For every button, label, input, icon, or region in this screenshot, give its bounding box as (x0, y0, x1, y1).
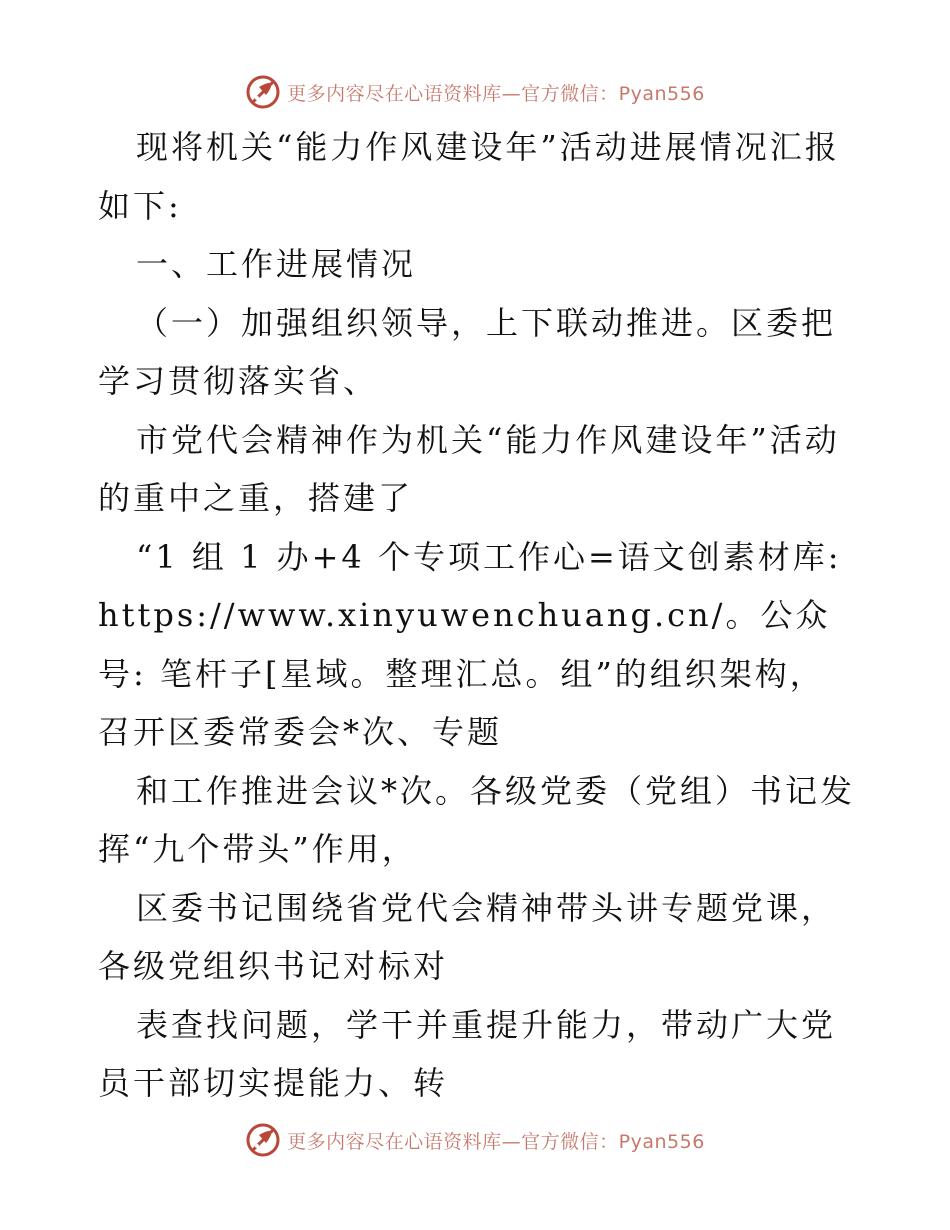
paragraph: 市党代会精神作为机关“能力作风建设年”活动的重中之重，搭建了 (98, 420, 840, 517)
paragraph: “1 组 1 办+4 个专项工作心=语文创素材库:https://www.xinyuwenchuang.cn/。公众号: 笔杆子[星域。整理汇总。组”的组织架构，召开区委常委会*次、专题 (98, 537, 842, 751)
section-heading: 一、工作进展情况 (136, 245, 417, 283)
paragraph: 区委书记围绕省党代会精神带头讲专题党课，各级党组织书记对标对 (98, 888, 837, 985)
quill-pen-icon (245, 74, 281, 110)
header-watermark-banner (0, 70, 950, 114)
watermark-text: 更多内容尽在心语资料库—官方微信：Pyan556 (287, 82, 705, 105)
paragraph: （一）加强组织领导，上下联动推进。区委把学习贯彻落实省、 (98, 303, 837, 400)
footer-watermark-banner (0, 1118, 950, 1162)
quill-pen-icon (245, 1122, 281, 1158)
paragraph: 现将机关“能力作风建设年”活动进展情况汇报如下: (98, 128, 840, 225)
watermark-text: 更多内容尽在心语资料库—官方微信：Pyan556 (287, 1130, 705, 1153)
document-body (98, 118, 858, 1113)
paragraph: 和工作推进会议*次。各级党委（党组）书记发挥“九个带头”作用， (98, 771, 856, 868)
paragraph: 表查找问题，学干并重提升能力，带动广大党员干部切实提能力、转 (98, 1005, 837, 1102)
